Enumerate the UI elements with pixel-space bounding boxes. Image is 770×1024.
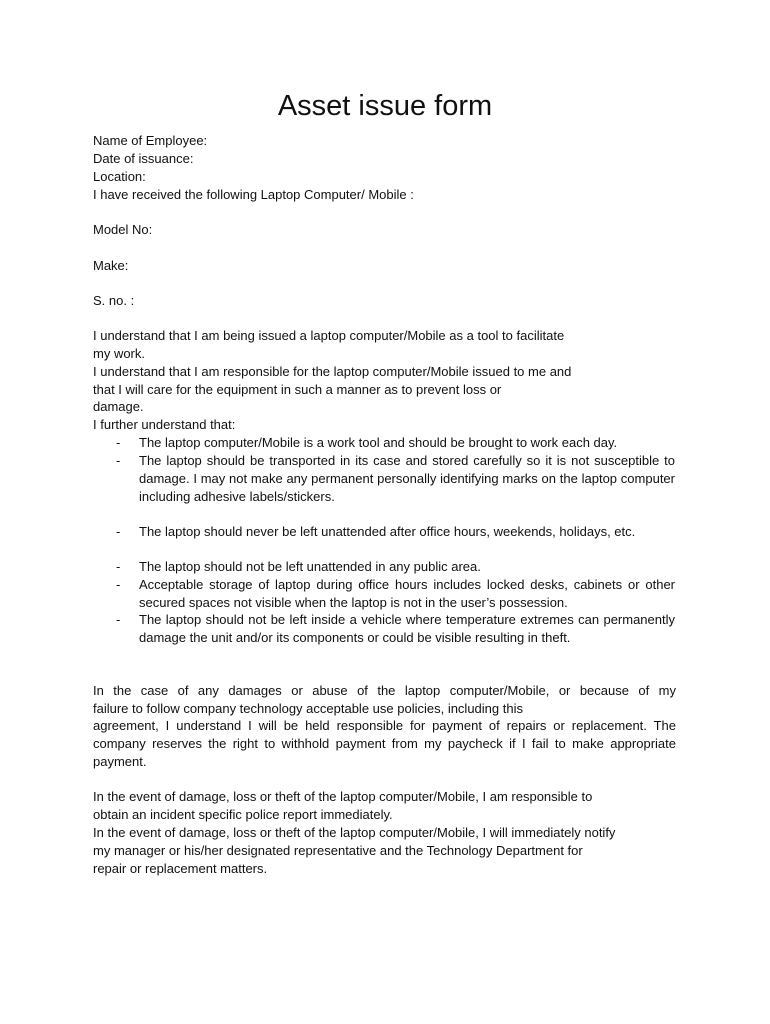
make-field: Make: [93,258,129,273]
issuance-date-field: Date of issuance: [93,151,194,166]
employee-name-field: Name of Employee: [93,133,208,148]
bullet-dash: - [116,453,121,468]
bullet-item: The laptop computer/Mobile is a work tool and should be brought to work each day. [139,435,618,450]
intro-line: I further understand that: [93,417,236,432]
bullet-item: Acceptable storage of laptop during office hours includes locked desks, cabinets or other secured spaces not visible when the laptop is not in the user’s possession. [139,577,675,610]
bullet-item: The laptop should be transported in its case and stored carefully so it is not susceptible to damage. I may not make any permanent personally identifying marks on the laptop computer including adhesive labels/stickers. [139,453,675,504]
bullet-item: The laptop should not be left unattended in any public area. [139,559,481,574]
form-title: Asset issue form [277,90,493,122]
serial-no-field: S. no. : [93,293,135,308]
damages-line: failure to follow company technology acceptable use policies, including this [93,701,523,716]
location-field: Location: [93,169,146,184]
damages-line: In the case of any damages or abuse of the laptop computer/Mobile, or because of my [93,683,676,698]
bullet-item: The laptop should not be left inside a vehicle where temperature extremes can permanently damage the unit and/or its components or could be visible resulting in theft. [139,612,675,645]
bullet-dash: - [116,559,121,574]
bullet-dash: - [116,435,121,450]
theft-line: In the event of damage, loss or theft of the laptop computer/Mobile, I will immediately notify [93,825,616,840]
intro-line: damage. [93,399,144,414]
bullet-dash: - [116,524,121,539]
received-device-line: I have received the following Laptop Computer/ Mobile : [93,187,414,202]
model-no-field: Model No: [93,222,153,237]
theft-line: repair or replacement matters. [93,861,268,876]
bullet-dash: - [116,612,121,627]
theft-line: my manager or his/her designated representative and the Technology Department for [93,843,583,858]
theft-line: In the event of damage, loss or theft of the laptop computer/Mobile, I am responsible to [93,789,593,804]
intro-line: I understand that I am responsible for the laptop computer/Mobile issued to me and [93,364,572,379]
theft-line: obtain an incident specific police report immediately. [93,807,393,822]
intro-line: that I will care for the equipment in such a manner as to prevent loss or [93,382,502,397]
intro-line: my work. [93,346,145,361]
bullet-item: The laptop should never be left unattended after office hours, weekends, holidays, etc. [139,524,636,539]
damages-paragraph: agreement, I understand I will be held responsible for payment of repairs or replacement. The company reserves the right to withhold payment from my paycheck if I fail to make appropriate payment. [93,718,676,769]
bullet-dash: - [116,577,121,592]
intro-line: I understand that I am being issued a laptop computer/Mobile as a tool to facilitate [93,328,565,343]
